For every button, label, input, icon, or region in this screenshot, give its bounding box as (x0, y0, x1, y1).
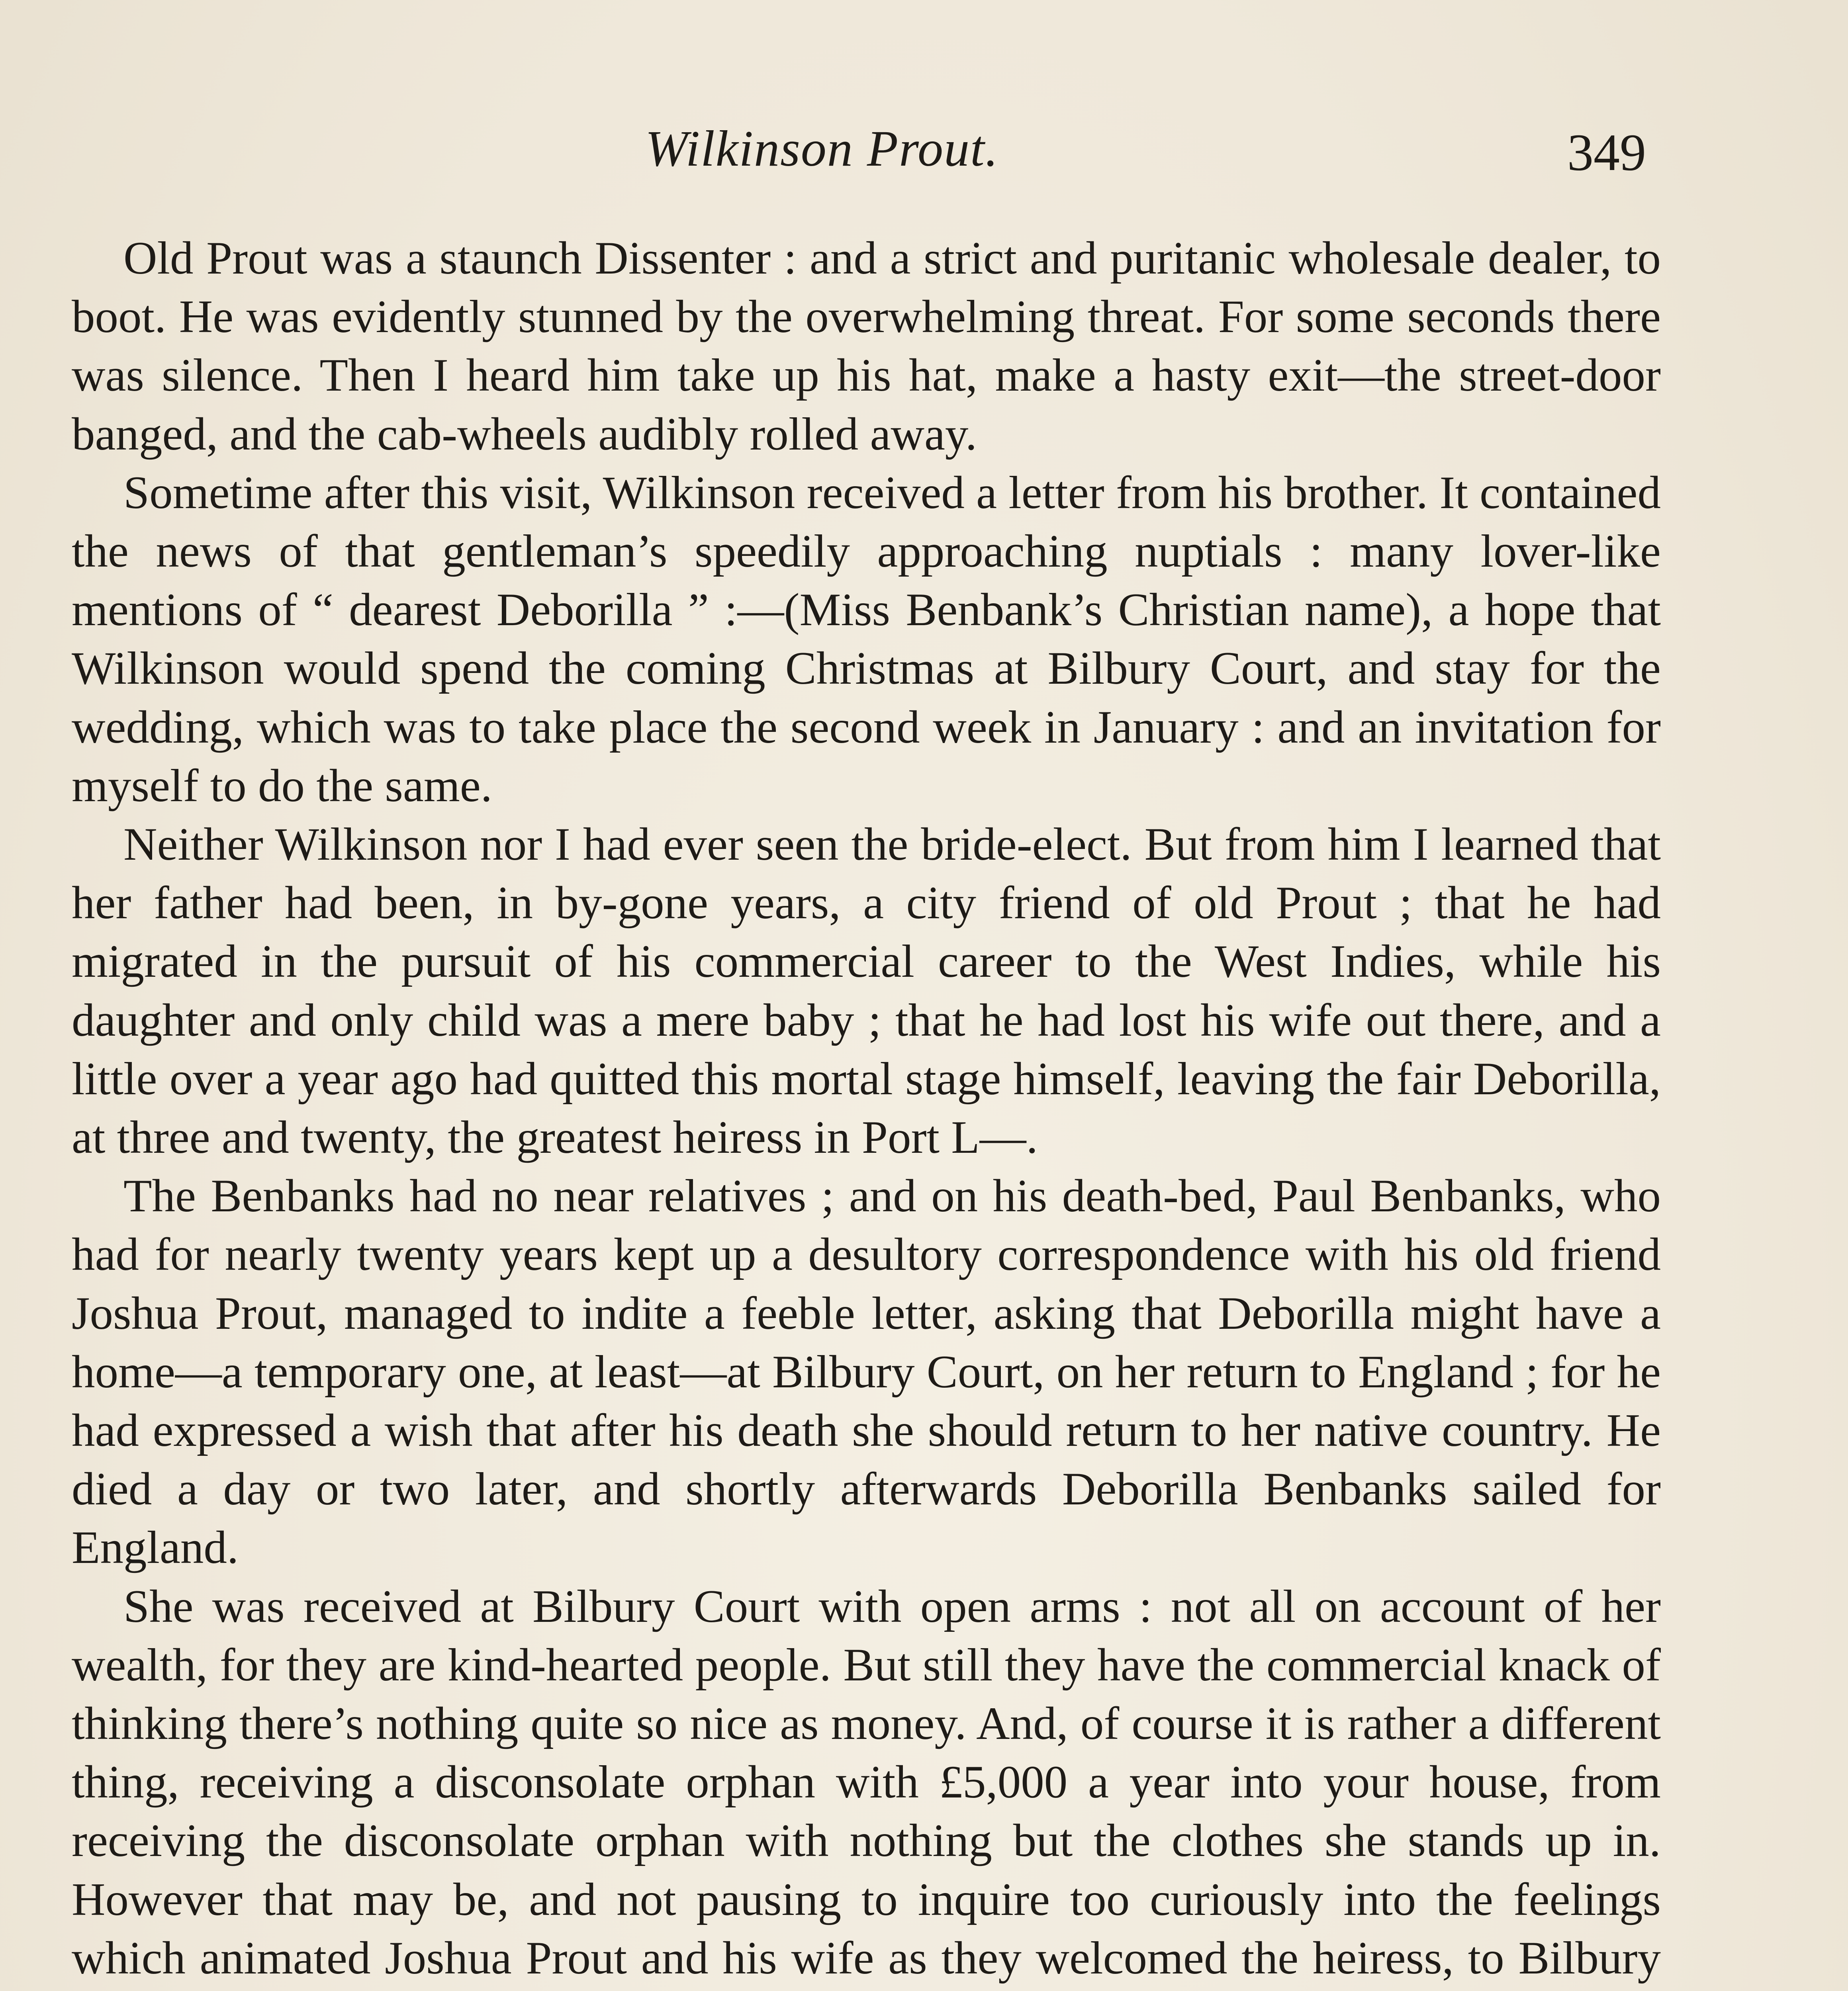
body-text (72, 229, 1661, 1991)
running-head (0, 119, 1848, 183)
paragraph: Sometime after this visit, Wilkinson received a letter from his brother. It contained the news of that gentleman’s speedily approaching nuptials : many lover-like mentions of “ dearest Deborilla ” :—(Miss Benbank’s Christian name), a hope that Wilkinson would spend the coming Christmas at Bilbury Court, and stay for the wedding, which was to take place the second week in January : and an invitation for myself to do the same. (72, 467, 1661, 812)
running-title: Wilkinson Prout. (645, 120, 999, 177)
paragraph: The Benbanks had no near relatives ; and on his death-bed, Paul Benbanks, who had for nearly twenty years kept up a desultory correspondence with his old friend Joshua Prout, managed to indite a feeble letter, asking that Deborilla might have a home—a temporary one, at least—at Bilbury Court, on her return to England ; for he had expressed a wish that after his death she should return to her native country. He died a day or two later, and shortly afterwards Deborilla Benbanks sailed for England. (72, 1170, 1661, 1574)
paragraph: Neither Wilkinson nor I had ever seen the bride-elect. But from him I learned that her father had been, in by-gone years, a city friend of old Prout ; that he had migrated in the pursuit of his commercial career to the West Indies, while his daughter and only child was a mere baby ; that he had lost his wife out there, and a little over a year ago had quitted this mortal stage himself, leaving the fair Deborilla, at three and twenty, the greatest heiress in Port L—. (72, 819, 1661, 1164)
paragraph: Old Prout was a staunch Dissenter : and a strict and puritanic wholesale dealer, to boot. He was evidently stunned by the overwhelming threat. For some seconds there was silence. Then I heard him take up his hat, make a hasty exit—the street-door banged, and the cab-wheels audibly rolled away. (72, 233, 1661, 460)
page-number: 349 (1567, 123, 1646, 182)
paragraph: She was received at Bilbury Court with open arms : not all on account of her wealth, for they are kind-hearted people. But still they have the commercial knack of thinking there’s nothing quite so nice as money. And, of course it is rather a different thing, receiving a disconsolate orphan with £5,000 a year into your house, from receiving the disconsolate orphan with nothing but the clothes she stands up in. However that may be, and not pausing to inquire too curiously into the feelings which animated Joshua Prout and his wife as they welcomed the heiress, to Bilbury (72, 1580, 1661, 1984)
